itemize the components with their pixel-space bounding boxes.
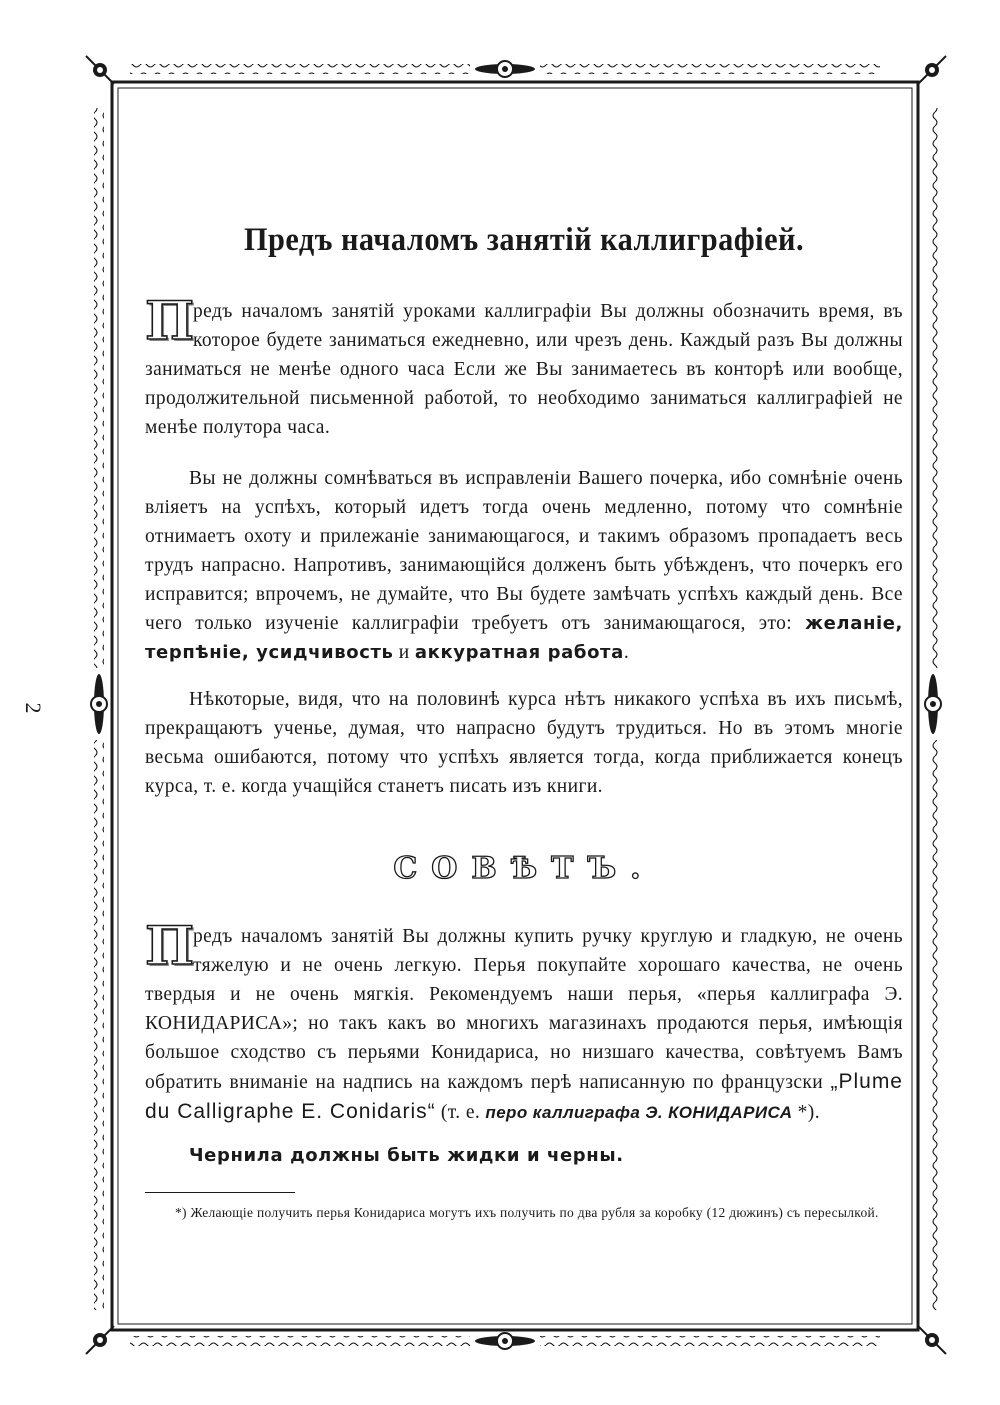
paragraph-doubt-text: Вы не должны сомнѣваться въ исправленіи Вашего почерка, ибо сомнѣніе очень вліяетъ на успѣхъ, который идетъ тогда очень медленно, потому что сомнѣніе отнимаетъ охоту и прилежаніе занимающагося, и такимъ образомъ пропадаетъ весь трудъ напрасно. Напротивъ, занимающійся долженъ быть убѣжденъ, что почеркъ его исправится; впрочемъ, не думайте, что Вы будете замѣчать успѣхъ каждый день. Все чего только изученіе каллиграфіи требуетъ отъ занимающагося, это: [145, 468, 903, 634]
emphasis-work: аккуратная работа [414, 642, 624, 663]
center-ornament-bottom-icon [475, 1333, 535, 1349]
page-content [145, 222, 903, 1223]
emphasis-qualities: желаніе, терпѣніе, усидчивость [145, 613, 903, 663]
ink-line-text: Чернила должны быть жидки и черны. [189, 1145, 624, 1166]
french-inscription: „Plume du Calligraphe E. Conidaris“ [145, 1070, 903, 1123]
footnote-divider [145, 1192, 295, 1193]
center-ornament-top-icon [475, 61, 535, 77]
page-title: Предъ началомъ занятій каллиграфіей. [243, 222, 805, 258]
corner-ornament-top-left-icon [86, 56, 114, 84]
pen-name-italic: перо каллиграфа Э. КОНИДАРИСА [485, 1103, 793, 1122]
drop-cap: П [145, 291, 195, 352]
corner-ornament-bottom-left-icon [86, 1326, 114, 1354]
drop-cap: П [145, 916, 195, 977]
center-ornament-right-icon [925, 674, 941, 734]
intro-text: редъ началомъ занятій уроками каллиграфіи Вы должны обозначить время, въ которое будете заниматься ежедневно, или чрезъ день. Каждый разъ Вы должны заниматься не менѣе одного часа Если же Вы занимаетесь въ конторѣ или вообще, продолжительной письменной работой, то необходимо заниматься каллиграфіей не менѣе полутора часа. [145, 301, 903, 438]
ink-line [145, 1141, 903, 1170]
page-number: 2 [21, 702, 46, 714]
intro-paragraph [145, 291, 903, 442]
conjunction: и [393, 642, 415, 663]
paragraph-progress: Нѣкоторые, видя, что на половинѣ курса нѣтъ никакого успѣха въ ихъ письмѣ, прекращаютъ ученье, думая, что напрасно будутъ трудиться. Но въ этомъ многіе весьма ошибаются, потому что успѣхъ является тогда, когда приближается конецъ курса, т. е. когда учащійся станетъ писать изъ книги. [145, 689, 903, 797]
footnote: *) Желающіе получить перья Конидариса могутъ ихъ получить по два рубля за коробку (12 дюжинъ) съ пересылкой. [175, 1205, 879, 1220]
center-ornament-left-icon [91, 674, 107, 734]
paren-open: (т. е. [435, 1102, 486, 1123]
paragraph-doubt [145, 464, 903, 667]
period: . [623, 642, 630, 663]
advice-text: редъ началомъ занятій Вы должны купить ручку круглую и гладкую, не очень тяжелую и не очень легкую. Перья покупайте хорошаго качества, не очень твердыя и не очень мягкія. Рекомендуемъ наши перья, «перья каллиграфа Э. КОНИДАРИСА»; но такъ какъ во многихъ магазинахъ продаются перья, имѣющія большое сходство съ перьями Конидариса, но низшаго качества, совѣтуемъ Вамъ обратить вниманіе на надпись на каждомъ перѣ написанную по французски [145, 926, 903, 1093]
paren-close: *). [792, 1102, 820, 1123]
advice-paragraph [145, 916, 903, 1127]
corner-ornament-top-right-icon [918, 56, 946, 84]
section-title: СОВѢТЪ. [393, 851, 655, 886]
corner-ornament-bottom-right-icon [918, 1326, 946, 1354]
